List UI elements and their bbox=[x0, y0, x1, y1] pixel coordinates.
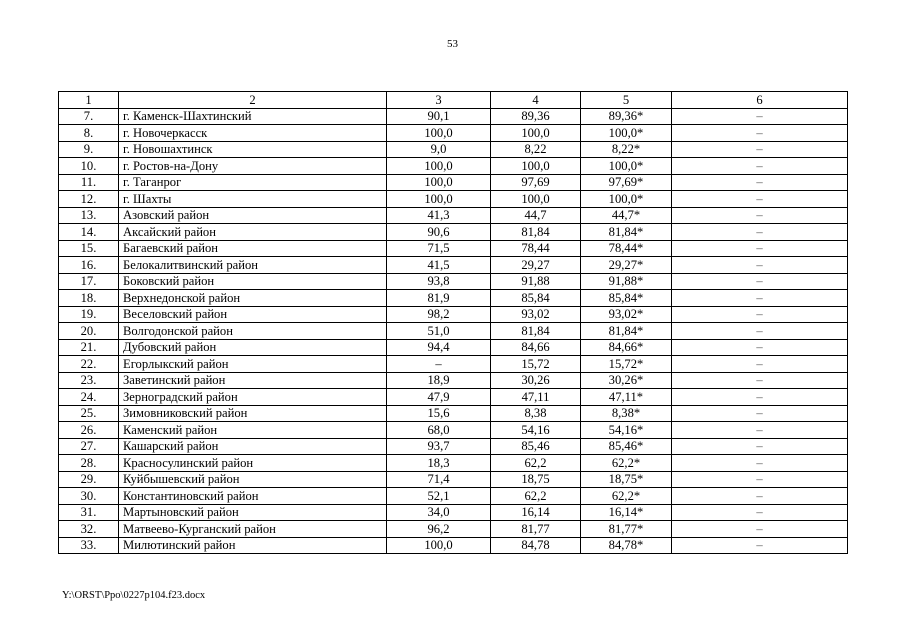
value-col3: 18,9 bbox=[387, 372, 491, 389]
table-row bbox=[59, 537, 848, 554]
row-number: 19. bbox=[59, 306, 119, 323]
territory-name: Веселовский район bbox=[119, 306, 387, 323]
value-col4: 85,84 bbox=[491, 290, 581, 307]
value-col5: 100,0* bbox=[581, 158, 672, 175]
value-col3: 100,0 bbox=[387, 174, 491, 191]
value-col5: 62,2* bbox=[581, 455, 672, 472]
value-col6: – bbox=[672, 405, 848, 422]
footer-file-path: Y:\ORST\Ppo\0227p104.f23.docx bbox=[62, 590, 206, 601]
table-row bbox=[59, 323, 848, 340]
table-row bbox=[59, 438, 848, 455]
value-col3: 100,0 bbox=[387, 191, 491, 208]
value-col4: 54,16 bbox=[491, 422, 581, 439]
value-col3: – bbox=[387, 356, 491, 373]
table-row bbox=[59, 422, 848, 439]
territory-name: Куйбышевский район bbox=[119, 471, 387, 488]
value-col6: – bbox=[672, 273, 848, 290]
value-col4: 84,78 bbox=[491, 537, 581, 554]
table-row bbox=[59, 125, 848, 142]
value-col6: – bbox=[672, 537, 848, 554]
territory-name: г. Таганрог bbox=[119, 174, 387, 191]
value-col3: 96,2 bbox=[387, 521, 491, 538]
value-col5: 54,16* bbox=[581, 422, 672, 439]
row-number: 11. bbox=[59, 174, 119, 191]
table-row bbox=[59, 290, 848, 307]
territory-name: Боковский район bbox=[119, 273, 387, 290]
value-col4: 91,88 bbox=[491, 273, 581, 290]
value-col4: 100,0 bbox=[491, 125, 581, 142]
value-col5: 62,2* bbox=[581, 488, 672, 505]
value-col6: – bbox=[672, 339, 848, 356]
value-col3: 51,0 bbox=[387, 323, 491, 340]
value-col4: 29,27 bbox=[491, 257, 581, 274]
territory-name: Мартыновский район bbox=[119, 504, 387, 521]
data-table bbox=[58, 91, 848, 554]
value-col6: – bbox=[672, 141, 848, 158]
table-row bbox=[59, 389, 848, 406]
value-col3: 81,9 bbox=[387, 290, 491, 307]
row-number: 16. bbox=[59, 257, 119, 274]
value-col3: 71,4 bbox=[387, 471, 491, 488]
territory-name: Красносулинский район bbox=[119, 455, 387, 472]
table-row bbox=[59, 405, 848, 422]
value-col6: – bbox=[672, 224, 848, 241]
value-col5: 85,84* bbox=[581, 290, 672, 307]
value-col6: – bbox=[672, 389, 848, 406]
value-col3: 100,0 bbox=[387, 537, 491, 554]
table-row bbox=[59, 158, 848, 175]
table-header-row bbox=[59, 92, 848, 109]
row-number: 29. bbox=[59, 471, 119, 488]
value-col6: – bbox=[672, 504, 848, 521]
value-col4: 62,2 bbox=[491, 488, 581, 505]
value-col3: 41,3 bbox=[387, 207, 491, 224]
value-col5: 8,22* bbox=[581, 141, 672, 158]
territory-name: Милютинский район bbox=[119, 537, 387, 554]
value-col6: – bbox=[672, 372, 848, 389]
territory-name: Зимовниковский район bbox=[119, 405, 387, 422]
territory-name: Аксайский район bbox=[119, 224, 387, 241]
value-col5: 84,78* bbox=[581, 537, 672, 554]
value-col3: 9,0 bbox=[387, 141, 491, 158]
value-col5: 29,27* bbox=[581, 257, 672, 274]
value-col4: 18,75 bbox=[491, 471, 581, 488]
row-number: 32. bbox=[59, 521, 119, 538]
territory-name: Заветинский район bbox=[119, 372, 387, 389]
row-number: 25. bbox=[59, 405, 119, 422]
value-col4: 8,22 bbox=[491, 141, 581, 158]
value-col4: 84,66 bbox=[491, 339, 581, 356]
value-col6: – bbox=[672, 471, 848, 488]
value-col3: 47,9 bbox=[387, 389, 491, 406]
table-row bbox=[59, 240, 848, 257]
value-col5: 18,75* bbox=[581, 471, 672, 488]
value-col3: 100,0 bbox=[387, 125, 491, 142]
value-col6: – bbox=[672, 174, 848, 191]
value-col5: 85,46* bbox=[581, 438, 672, 455]
table-row bbox=[59, 207, 848, 224]
value-col3: 90,1 bbox=[387, 108, 491, 125]
territory-name: г. Новошахтинск bbox=[119, 141, 387, 158]
row-number: 21. bbox=[59, 339, 119, 356]
value-col3: 52,1 bbox=[387, 488, 491, 505]
value-col4: 15,72 bbox=[491, 356, 581, 373]
value-col6: – bbox=[672, 356, 848, 373]
table-row bbox=[59, 521, 848, 538]
value-col6: – bbox=[672, 521, 848, 538]
value-col3: 98,2 bbox=[387, 306, 491, 323]
value-col6: – bbox=[672, 108, 848, 125]
value-col5: 78,44* bbox=[581, 240, 672, 257]
value-col5: 44,7* bbox=[581, 207, 672, 224]
value-col4: 93,02 bbox=[491, 306, 581, 323]
value-col4: 47,11 bbox=[491, 389, 581, 406]
value-col5: 15,72* bbox=[581, 356, 672, 373]
value-col5: 100,0* bbox=[581, 191, 672, 208]
value-col5: 93,02* bbox=[581, 306, 672, 323]
value-col3: 100,0 bbox=[387, 158, 491, 175]
value-col4: 89,36 bbox=[491, 108, 581, 125]
value-col5: 91,88* bbox=[581, 273, 672, 290]
value-col3: 94,4 bbox=[387, 339, 491, 356]
table-row bbox=[59, 306, 848, 323]
row-number: 14. bbox=[59, 224, 119, 241]
territory-name: Зерноградский район bbox=[119, 389, 387, 406]
header-cell-1: 1 bbox=[59, 92, 119, 109]
row-number: 8. bbox=[59, 125, 119, 142]
table-row bbox=[59, 273, 848, 290]
territory-name: Дубовский район bbox=[119, 339, 387, 356]
table-row bbox=[59, 224, 848, 241]
row-number: 17. bbox=[59, 273, 119, 290]
value-col4: 44,7 bbox=[491, 207, 581, 224]
row-number: 10. bbox=[59, 158, 119, 175]
value-col6: – bbox=[672, 158, 848, 175]
value-col5: 8,38* bbox=[581, 405, 672, 422]
row-number: 20. bbox=[59, 323, 119, 340]
table-row bbox=[59, 174, 848, 191]
territory-name: Багаевский район bbox=[119, 240, 387, 257]
value-col4: 97,69 bbox=[491, 174, 581, 191]
row-number: 30. bbox=[59, 488, 119, 505]
table-row bbox=[59, 471, 848, 488]
value-col6: – bbox=[672, 290, 848, 307]
value-col3: 68,0 bbox=[387, 422, 491, 439]
value-col5: 81,84* bbox=[581, 224, 672, 241]
value-col4: 81,84 bbox=[491, 323, 581, 340]
row-number: 26. bbox=[59, 422, 119, 439]
header-cell-4: 4 bbox=[491, 92, 581, 109]
territory-name: г. Ростов-на-Дону bbox=[119, 158, 387, 175]
value-col6: – bbox=[672, 323, 848, 340]
value-col5: 16,14* bbox=[581, 504, 672, 521]
header-cell-3: 3 bbox=[387, 92, 491, 109]
territory-name: Волгодонской район bbox=[119, 323, 387, 340]
table-row bbox=[59, 141, 848, 158]
value-col4: 85,46 bbox=[491, 438, 581, 455]
value-col4: 62,2 bbox=[491, 455, 581, 472]
value-col3: 90,6 bbox=[387, 224, 491, 241]
value-col5: 100,0* bbox=[581, 125, 672, 142]
territory-name: г. Шахты bbox=[119, 191, 387, 208]
table-row bbox=[59, 488, 848, 505]
value-col4: 30,26 bbox=[491, 372, 581, 389]
table-row bbox=[59, 504, 848, 521]
row-number: 15. bbox=[59, 240, 119, 257]
table-row bbox=[59, 356, 848, 373]
row-number: 13. bbox=[59, 207, 119, 224]
row-number: 33. bbox=[59, 537, 119, 554]
page-number: 53 bbox=[447, 38, 458, 50]
value-col4: 16,14 bbox=[491, 504, 581, 521]
row-number: 7. bbox=[59, 108, 119, 125]
row-number: 23. bbox=[59, 372, 119, 389]
value-col6: – bbox=[672, 125, 848, 142]
territory-name: Егорлыкский район bbox=[119, 356, 387, 373]
value-col5: 81,77* bbox=[581, 521, 672, 538]
row-number: 9. bbox=[59, 141, 119, 158]
value-col4: 100,0 bbox=[491, 158, 581, 175]
row-number: 18. bbox=[59, 290, 119, 307]
value-col3: 93,8 bbox=[387, 273, 491, 290]
value-col6: – bbox=[672, 191, 848, 208]
value-col6: – bbox=[672, 488, 848, 505]
territory-name: Матвеево-Курганский район bbox=[119, 521, 387, 538]
territory-name: г. Каменск-Шахтинский bbox=[119, 108, 387, 125]
value-col6: – bbox=[672, 240, 848, 257]
territory-name: Константиновский район bbox=[119, 488, 387, 505]
territory-name: Верхнедонской район bbox=[119, 290, 387, 307]
value-col5: 89,36* bbox=[581, 108, 672, 125]
territory-name: г. Новочеркасск bbox=[119, 125, 387, 142]
value-col4: 8,38 bbox=[491, 405, 581, 422]
value-col6: – bbox=[672, 207, 848, 224]
value-col6: – bbox=[672, 257, 848, 274]
header-cell-5: 5 bbox=[581, 92, 672, 109]
row-number: 24. bbox=[59, 389, 119, 406]
territory-name: Каменский район bbox=[119, 422, 387, 439]
value-col6: – bbox=[672, 422, 848, 439]
value-col5: 97,69* bbox=[581, 174, 672, 191]
table-row bbox=[59, 372, 848, 389]
table-row bbox=[59, 455, 848, 472]
value-col6: – bbox=[672, 455, 848, 472]
row-number: 22. bbox=[59, 356, 119, 373]
value-col5: 30,26* bbox=[581, 372, 672, 389]
row-number: 31. bbox=[59, 504, 119, 521]
table-row bbox=[59, 108, 848, 125]
value-col4: 100,0 bbox=[491, 191, 581, 208]
value-col4: 81,84 bbox=[491, 224, 581, 241]
table-row bbox=[59, 339, 848, 356]
value-col6: – bbox=[672, 306, 848, 323]
value-col5: 84,66* bbox=[581, 339, 672, 356]
value-col3: 71,5 bbox=[387, 240, 491, 257]
row-number: 28. bbox=[59, 455, 119, 472]
header-cell-6: 6 bbox=[672, 92, 848, 109]
value-col4: 78,44 bbox=[491, 240, 581, 257]
value-col3: 93,7 bbox=[387, 438, 491, 455]
header-cell-2: 2 bbox=[119, 92, 387, 109]
value-col3: 18,3 bbox=[387, 455, 491, 472]
value-col5: 81,84* bbox=[581, 323, 672, 340]
row-number: 12. bbox=[59, 191, 119, 208]
value-col3: 41,5 bbox=[387, 257, 491, 274]
value-col4: 81,77 bbox=[491, 521, 581, 538]
territory-name: Кашарский район bbox=[119, 438, 387, 455]
row-number: 27. bbox=[59, 438, 119, 455]
table-row bbox=[59, 191, 848, 208]
value-col3: 34,0 bbox=[387, 504, 491, 521]
territory-name: Белокалитвинский район bbox=[119, 257, 387, 274]
table-row bbox=[59, 257, 848, 274]
value-col3: 15,6 bbox=[387, 405, 491, 422]
territory-name: Азовский район bbox=[119, 207, 387, 224]
value-col5: 47,11* bbox=[581, 389, 672, 406]
value-col6: – bbox=[672, 438, 848, 455]
